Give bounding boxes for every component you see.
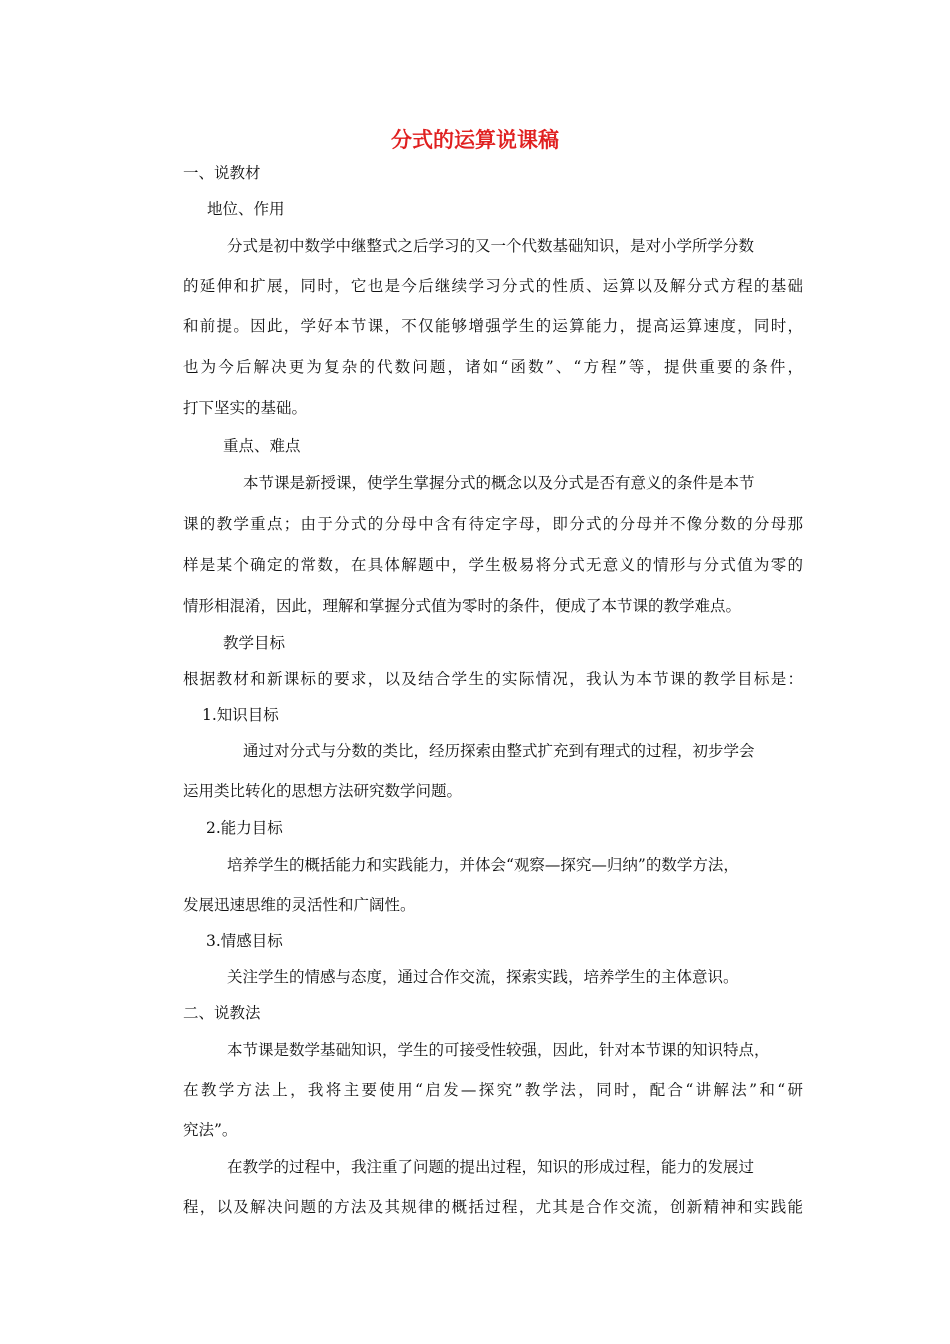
- paragraph-line: 运用类比转化的思想方法研究数学问题。: [183, 782, 463, 800]
- paragraph-line: 课的教学重点；由于分式的分母中含有待定字母，即分式的分母并不像分数的分母那: [183, 515, 803, 533]
- document-title: 分式的运算说课稿: [391, 128, 559, 152]
- list-item-knowledge-goal: 1.知识目标: [202, 706, 279, 724]
- paragraph-line: 在教学的过程中，我注重了问题的提出过程，知识的形成过程，能力的发展过: [227, 1158, 755, 1176]
- paragraph-line: 也为今后解决更为复杂的代数问题，诸如“函数”、“方程”等，提供重要的条件，: [183, 358, 803, 376]
- paragraph-line: 分式是初中数学中继整式之后学习的又一个代数基础知识，是对小学所学分数: [227, 237, 755, 255]
- paragraph-line: 本节课是新授课，使学生掌握分式的概念以及分式是否有意义的条件是本节: [243, 474, 755, 492]
- subheading-key-points: 重点、难点: [223, 437, 301, 455]
- paragraph-line: 关注学生的情感与态度，通过合作交流，探索实践，培养学生的主体意识。: [227, 968, 739, 986]
- paragraph-line: 究法”。: [183, 1121, 238, 1139]
- paragraph-line: 根据教材和新课标的要求，以及结合学生的实际情况，我认为本节课的教学目标是：: [183, 670, 803, 688]
- paragraph-line: 通过对分式与分数的类比，经历探索由整式扩充到有理式的过程，初步学会: [243, 742, 755, 760]
- subheading-teaching-goals: 教学目标: [223, 634, 286, 652]
- paragraph-line: 本节课是数学基础知识，学生的可接受性较强，因此，针对本节课的知识特点，: [227, 1041, 770, 1059]
- paragraph-line: 在教学方法上，我将主要使用“启发—探究”教学法，同时，配合“讲解法”和“研: [183, 1081, 803, 1099]
- paragraph-line: 程，以及解决问题的方法及其规律的概括过程，尤其是合作交流，创新精神和实践能: [183, 1198, 803, 1216]
- paragraph-line: 和前提。因此，学好本节课，不仅能够增强学生的运算能力，提高运算速度，同时，: [183, 317, 803, 335]
- section-heading-2: 二、说教法: [183, 1004, 261, 1022]
- paragraph-line: 培养学生的概括能力和实践能力，并体会“观察—探究—归纳”的数学方法，: [227, 856, 739, 874]
- subheading-position-role: 地位、作用: [207, 200, 285, 218]
- section-heading-1: 一、说教材: [183, 164, 261, 182]
- list-item-ability-goal: 2.能力目标: [206, 819, 283, 837]
- paragraph-line: 发展迅速思维的灵活性和广阔性。: [183, 896, 416, 914]
- paragraph-line: 样是某个确定的常数，在具体解题中，学生极易将分式无意义的情形与分式值为零的: [183, 556, 803, 574]
- list-item-emotion-goal: 3.情感目标: [206, 932, 283, 950]
- paragraph-line: 的延伸和扩展，同时，它也是今后继续学习分式的性质、运算以及解分式方程的基础: [183, 277, 803, 295]
- paragraph-line: 情形相混淆，因此，理解和掌握分式值为零时的条件，便成了本节课的教学难点。: [183, 597, 742, 615]
- paragraph-line: 打下坚实的基础。: [183, 399, 308, 417]
